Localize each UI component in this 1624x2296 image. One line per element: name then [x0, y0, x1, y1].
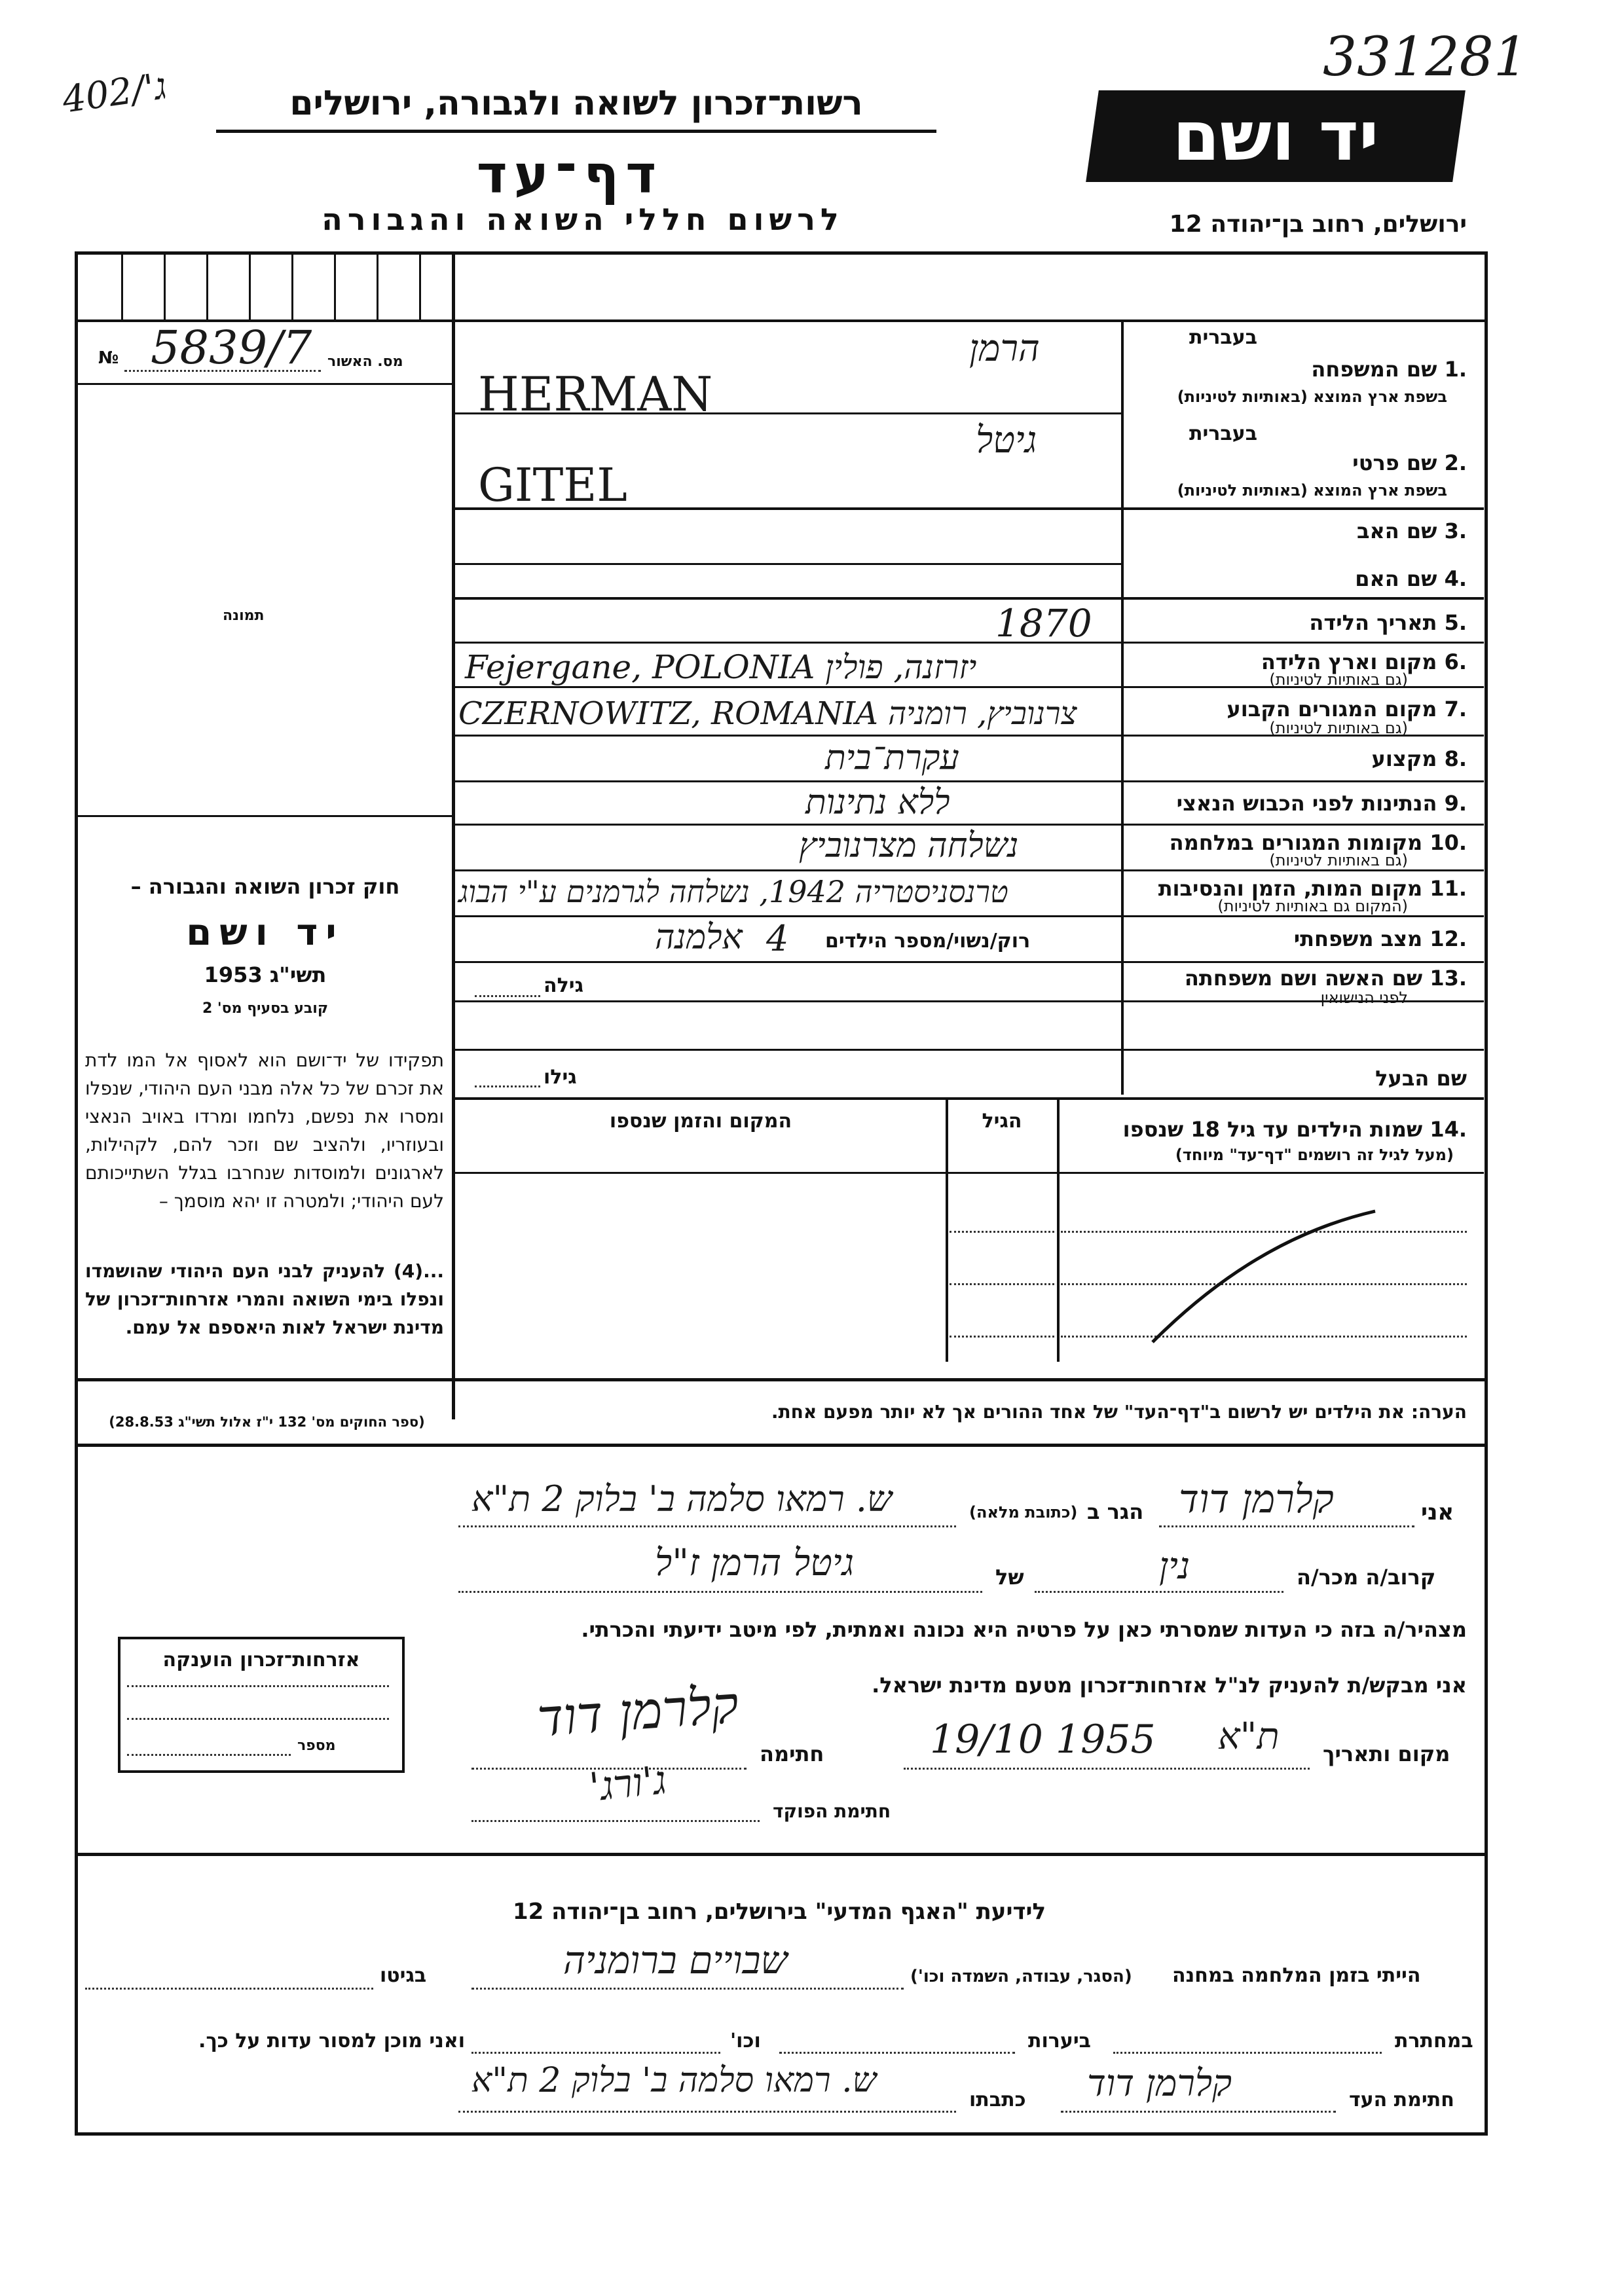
decl-signature-value: קלרמן דוד [535, 1675, 741, 1749]
bottom-was-label: הייתי בזמן המלחמה במחנה [1172, 1964, 1421, 1987]
bottom-section-rule [78, 1853, 1485, 1856]
field12-children-count: 4 [766, 918, 789, 959]
decl-date-value: 19/10 1955 [930, 1717, 1156, 1762]
decl-address-value: ש. רמאו סלמה ב' בלוק 2 ת"א [471, 1478, 893, 1520]
children-strike-mark [1139, 1205, 1388, 1355]
field10-sub: (גם באותיות לטיניות) [1269, 851, 1408, 869]
confirmation-line [124, 370, 321, 372]
bottom-ready-label: ואני מוכן למסור עדות על כך. [198, 2030, 465, 2052]
header-address: ירושלים, רחוב בן־יהודה 12 [1169, 211, 1467, 238]
law-year: תשי"ג 1953 [204, 962, 327, 987]
bottom-ghetto-label: בגיטו [380, 1964, 427, 1987]
wife-age-label: גילה [544, 974, 583, 997]
field8-number: .8 [1437, 746, 1467, 771]
children-col-place: המקום והזמן שנספו [609, 1110, 792, 1133]
field6-sub: (גם באותיות לטיניות) [1269, 670, 1408, 689]
law-text-mission: תפקידו של יד־ושם הוא לאסוף אל המו לדת את זכרם של כל אלה מבני העם היהודי, שנפלו ומסרו את נפשם, נלחמו ומרדו באויב הנאצי ובעוזריו, ולהציב שם וזכר להם, לקהילות, לארגונים ולמוסדות שנחרבו בגלל השתייכותם לעם היהודי; ולמטרה זו יהא מוסמך – [85, 1049, 444, 1212]
certificate-line-1 [127, 1685, 389, 1687]
note-text: הערה: את הילדים יש לרשום ב"דף־העד" של אחד ההורים אך לא יותר מפעם אחת. [771, 1401, 1467, 1423]
bottom-forest-line [779, 2052, 1015, 2054]
bottom-address-label: כתבתו [969, 2088, 1026, 2111]
field5-value: 1870 [995, 601, 1092, 646]
decl-residing-label: הגר ב [1087, 1499, 1144, 1524]
decl-statement-1: מצהיר/ה בזה כי העדות שמסרתי כאן על פרטיה היא נכונה ואמתית, לפי מיטב ידיעתי והכרתי. [581, 1617, 1467, 1642]
field3-text: שם האב [1356, 519, 1437, 543]
field8-value: עקרת־בית [825, 738, 959, 778]
label-column-divider [1121, 322, 1124, 1095]
decl-name-value: קלרמן דוד [1179, 1476, 1334, 1522]
husband-age-label: גילו [544, 1066, 577, 1089]
note-bottom-rule [78, 1444, 1485, 1447]
field4-label [1133, 566, 1467, 591]
field2-text: שם פרטי [1352, 450, 1437, 475]
bottom-ghetto-line [85, 1988, 373, 1990]
bottom-was-note: (הסגר, עבודה, השמדה וכו') [910, 1967, 1132, 1986]
children-col-divider-1 [1057, 1100, 1060, 1362]
decl-place-value: ת"א [1218, 1715, 1280, 1758]
field7-sub: (גם באותיות לטיניות) [1269, 719, 1408, 737]
certificate-box [118, 1637, 405, 1773]
field13-label [1133, 966, 1467, 991]
decl-place-date-line [904, 1768, 1310, 1770]
decl-relative-label: קרוב/ה מכר/ה [1297, 1565, 1436, 1590]
field9-text: הנתינות לפני הכבוש הנאצי [1176, 791, 1437, 816]
field4-number: .4 [1437, 566, 1467, 591]
field9-label [1133, 791, 1467, 816]
field12-status-value: אלמנה [655, 918, 743, 957]
field6-number: .6 [1437, 649, 1467, 674]
field13-sub: לפני הנישואין [1320, 989, 1408, 1007]
certificate-number-line [127, 1754, 291, 1756]
field11-value: טרנסניסטריה 1942, נשלחה לגרמנים ע"י הבוג [458, 874, 1008, 909]
husband-label: שם הבעל [1375, 1066, 1467, 1091]
field9-number: .9 [1437, 791, 1467, 816]
field2-sub: בשפת ארץ המוצא (באותיות לטיניות) [1177, 481, 1447, 500]
decl-place-date-label: מקום ותאריך [1323, 1741, 1450, 1766]
logo-text: יד ושם [1172, 96, 1379, 176]
confirmation-numero: № [98, 348, 119, 368]
field1-label [1133, 357, 1467, 382]
field1-number: .1 [1437, 357, 1467, 382]
field3-label [1133, 519, 1467, 543]
bottom-title: לידיעת "האגף המדעי" בירושלים, רחוב בן־יהודה 12 [512, 1899, 1046, 1925]
field9-value: ללא נתינות [805, 783, 950, 822]
decl-relation-line [1035, 1591, 1283, 1593]
bottom-etc-line [471, 2052, 720, 2054]
field1-latin-value: HERMAN [478, 367, 713, 422]
law-reference: (ספר החוקים מס' 132 י"ז אלול תשי"ג 28.8.53) [109, 1414, 425, 1430]
officer-signature-value: ג'ורג' [587, 1757, 669, 1811]
decl-address-note: (כתובת מלאה) [969, 1503, 1078, 1522]
authority-name: רשות־זכרון לשואה ולגבורה, ירושלים [289, 84, 863, 123]
field7-number: .7 [1437, 697, 1467, 721]
field6-text: מקום וארץ הלידה [1261, 649, 1437, 674]
children-col-divider-2 [946, 1100, 948, 1362]
field13-text: שם האשה ושם משפחתה [1184, 966, 1423, 991]
field7-value: CZERNOWITZ, ROMANIA צרנוביץ, רומניה [458, 695, 1077, 732]
field10-number: .10 [1422, 830, 1467, 855]
left-column-divider [452, 254, 455, 1419]
field1-sub: בשפת ארץ המוצא (באותיות לטיניות) [1177, 388, 1447, 406]
field4-text: שם האם [1355, 566, 1437, 591]
bottom-address-value: ש. רמאו סלמה ב' בלוק 2 ת"א [471, 2061, 877, 2100]
husband-age-line [475, 1085, 540, 1087]
field2-hebrew-value: גיטל [976, 419, 1037, 462]
certificate-number-label: מספר [297, 1738, 336, 1754]
certificate-title: אזרחות־זכרון הוענקה [162, 1649, 360, 1671]
law-title: חוק זכרון השואה והגבורה – [130, 874, 400, 899]
decl-signature-label: חתימה [760, 1741, 824, 1766]
field2-latin-value: GITEL [478, 458, 627, 512]
field14-label [1074, 1117, 1467, 1142]
field12-options: רוק/נשוי/מספר הילדים [825, 930, 1031, 953]
bottom-witness-value: קלרמן דוד [1087, 2062, 1232, 2105]
field3-number: .3 [1437, 519, 1467, 543]
law-name: יד ושם [186, 911, 344, 954]
bottom-witness-label: חתימת העד [1349, 2088, 1454, 2111]
field12-number: .12 [1422, 926, 1467, 951]
field7-text: מקום המגורים הקבוע [1227, 697, 1437, 721]
form-subtitle: לרשום חללי השואה והגבורה [322, 202, 844, 237]
form-title: דף־עד [476, 144, 663, 205]
children-header-rule [452, 1172, 1484, 1174]
decl-relation-value: נין [1159, 1545, 1190, 1588]
photo-box-top [78, 383, 452, 385]
confirmation-number: 5839/7 [151, 321, 312, 374]
handwritten-reference: ג'/402 [60, 65, 170, 122]
field6-value: Fejergane, POLONIA יזרזנה, פולין [465, 648, 977, 686]
bottom-address-line [458, 2111, 956, 2113]
field2-label [1133, 450, 1467, 475]
field5-label [1133, 610, 1467, 635]
officer-signature-label: חתימת הפוקד [773, 1800, 891, 1822]
field10-text: מקומות המגורים במלחמה [1169, 830, 1423, 855]
bottom-was-line [471, 1988, 904, 1990]
yad-vashem-logo [1086, 90, 1466, 182]
bottom-witness-line [1061, 2111, 1336, 2113]
children-col-age: הגיל [982, 1110, 1022, 1133]
certificate-line-2 [127, 1718, 389, 1720]
field1-hebrew-label: בעברית [1189, 326, 1257, 349]
decl-name-line [1159, 1525, 1414, 1527]
field5-text: תאריך הלידה [1309, 610, 1437, 635]
law-text-citizenship: ...(4) להעניק לבני העם היהודי שהושמדו ונפלו בימי השואה והמרי אזרחות־זכרון של מדינת ישראל לאות היאספם אל עמם. [85, 1260, 444, 1338]
field7-label [1133, 697, 1467, 721]
decl-relation-of-line [458, 1591, 982, 1593]
bottom-hiding-label: במחתרת [1395, 2030, 1473, 2052]
decl-statement-2: אני מבקש/ת להעניק לנ"ל אזרחות־זכרון מטעם מדינת ישראל. [872, 1673, 1467, 1698]
field11-text: מקום המות, הזמן והנסיבות [1158, 876, 1423, 901]
note-top-rule [78, 1378, 1485, 1381]
officer-signature-line [471, 1820, 760, 1822]
photo-box-bottom [78, 815, 452, 817]
field11-number: .11 [1422, 876, 1467, 901]
field13-number: .13 [1422, 966, 1467, 991]
bottom-hiding-line [1113, 2052, 1382, 2054]
field12-text: מצב משפחתי [1293, 926, 1423, 951]
confirmation-label: מס. האשור [327, 354, 403, 370]
field1-hebrew-value: הרמן [969, 327, 1040, 370]
decl-address-line [458, 1525, 956, 1527]
header-underline [216, 130, 936, 133]
field11-sub: (המקום גם באותיות לטיניות) [1217, 897, 1408, 915]
field12-label [1133, 926, 1467, 951]
field8-text: מקצוע [1371, 746, 1437, 771]
handwritten-archive-number: 331281 [1323, 26, 1528, 88]
bottom-etc-label: וכו' [730, 2030, 761, 2052]
field5-number: .5 [1437, 610, 1467, 635]
decl-of-label: של [995, 1565, 1024, 1590]
decl-i-label: אני [1421, 1499, 1454, 1525]
field14-sub: (מעל לגיל זה רושמים "דף־עד" מיוחד) [1175, 1146, 1454, 1164]
field14-number: .14 [1422, 1117, 1467, 1142]
law-section: קובע בסעיף מס' 2 [202, 1000, 329, 1017]
wife-age-line [475, 995, 540, 997]
field10-value: נשלחה מצרנוביץ [799, 826, 1019, 866]
field1-text: שם המשפחה [1311, 357, 1437, 382]
field14-text: שמות הילדים עד גיל 18 שנספו [1122, 1117, 1423, 1142]
photo-label: תמונה [223, 608, 265, 624]
bottom-forest-label: ביערות [1028, 2030, 1091, 2052]
field8-label [1133, 746, 1467, 771]
bottom-was-value: שבויים ברומניה [563, 1938, 788, 1982]
decl-relation-of-value: גיטל הרמן ז"ל [655, 1542, 855, 1584]
field2-number: .2 [1437, 450, 1467, 475]
field2-hebrew-label: בעברית [1189, 422, 1257, 445]
